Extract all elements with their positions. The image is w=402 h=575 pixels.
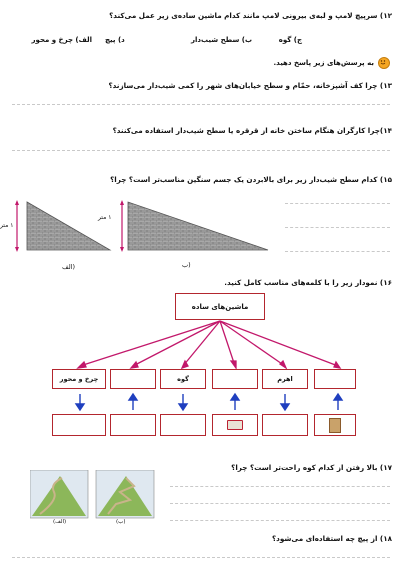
answer-line[interactable] <box>170 520 390 521</box>
height-label-b: ۱ متر <box>98 214 112 221</box>
question-13: ۱۳) چرا کف آشپزخانه، حمّام و سطح خیابان‌های شهر را کمی شیب‌دار می‌سازند؟ <box>108 81 392 90</box>
diagram-box-1[interactable]: چرخ و محور <box>52 369 106 389</box>
answer-line[interactable] <box>12 104 390 105</box>
answer-box-3[interactable] <box>160 414 206 436</box>
answer-box-5[interactable] <box>262 414 308 436</box>
caption-a: (الف <box>62 263 76 271</box>
ramp-b <box>128 202 268 250</box>
diagram-box-6[interactable] <box>314 369 356 389</box>
height-label-a: ۱ متر <box>0 222 14 229</box>
smile-icon <box>378 57 390 69</box>
question-17: ۱۷) بالا رفتن از کدام کوه راحت‌تر است؟ چرا؟ <box>231 463 392 472</box>
option-d[interactable]: د) پیچ <box>105 36 125 44</box>
answer-line[interactable] <box>285 251 390 252</box>
answer-line[interactable] <box>285 203 390 204</box>
question-14: ۱۴)چرا کارگران هنگام ساختن خانه از قرقره یا سطح شیب‌دار استفاده می‌کنند؟ <box>112 126 392 135</box>
caption-b: (ب <box>182 261 191 269</box>
answer-line[interactable] <box>12 150 390 151</box>
tool-icon <box>329 418 341 433</box>
ramp-a <box>27 202 110 250</box>
option-b[interactable]: ب) سطح شیب‌دار <box>190 36 252 44</box>
option-c[interactable]: ج) گوه <box>278 36 302 44</box>
question-16: ۱۶) نمودار زیر را با کلمه‌های مناسب کامل کنید. <box>224 278 392 287</box>
answer-line[interactable] <box>12 557 390 558</box>
picture-box-4 <box>212 414 258 436</box>
caption-a: (الف) <box>53 519 67 525</box>
question-12: ۱۲) سرپیچ لامپ و لبه‌ی بیرونی لامپ مانند کدام ماشین ساده‌ی زیر عمل می‌کند؟ <box>109 11 392 20</box>
answer-line[interactable] <box>170 503 390 504</box>
diagram-box-4[interactable] <box>212 369 258 389</box>
option-a[interactable]: الف) چرخ و محور <box>31 36 92 44</box>
picture-box-6 <box>314 414 356 436</box>
root-box: ماشین‌های ساده <box>175 293 265 320</box>
mountain-images <box>30 470 190 525</box>
ramp-diagrams <box>0 190 402 270</box>
answer-line[interactable] <box>170 486 390 487</box>
caption-b: (ب) <box>116 519 126 525</box>
diagram-box-5[interactable]: اهرم <box>262 369 308 389</box>
question-15: ۱۵) کدام سطح شیب‌دار زیر برای بالابردن یک جسم سنگین مناسب‌تر است؟ چرا؟ <box>110 175 392 184</box>
picture-box-2 <box>110 414 156 436</box>
answer-box-1[interactable] <box>52 414 106 436</box>
diagram-box-2[interactable] <box>110 369 156 389</box>
diagram-box-3[interactable]: گوه <box>160 369 206 389</box>
question-18: ۱۸) از پیچ چه استفاده‌ای می‌شود؟ <box>271 534 392 543</box>
tool-icon <box>227 420 243 430</box>
answer-line[interactable] <box>285 227 390 228</box>
instruction: به پرسش‌های زیر پاسخ دهید. <box>274 57 391 69</box>
